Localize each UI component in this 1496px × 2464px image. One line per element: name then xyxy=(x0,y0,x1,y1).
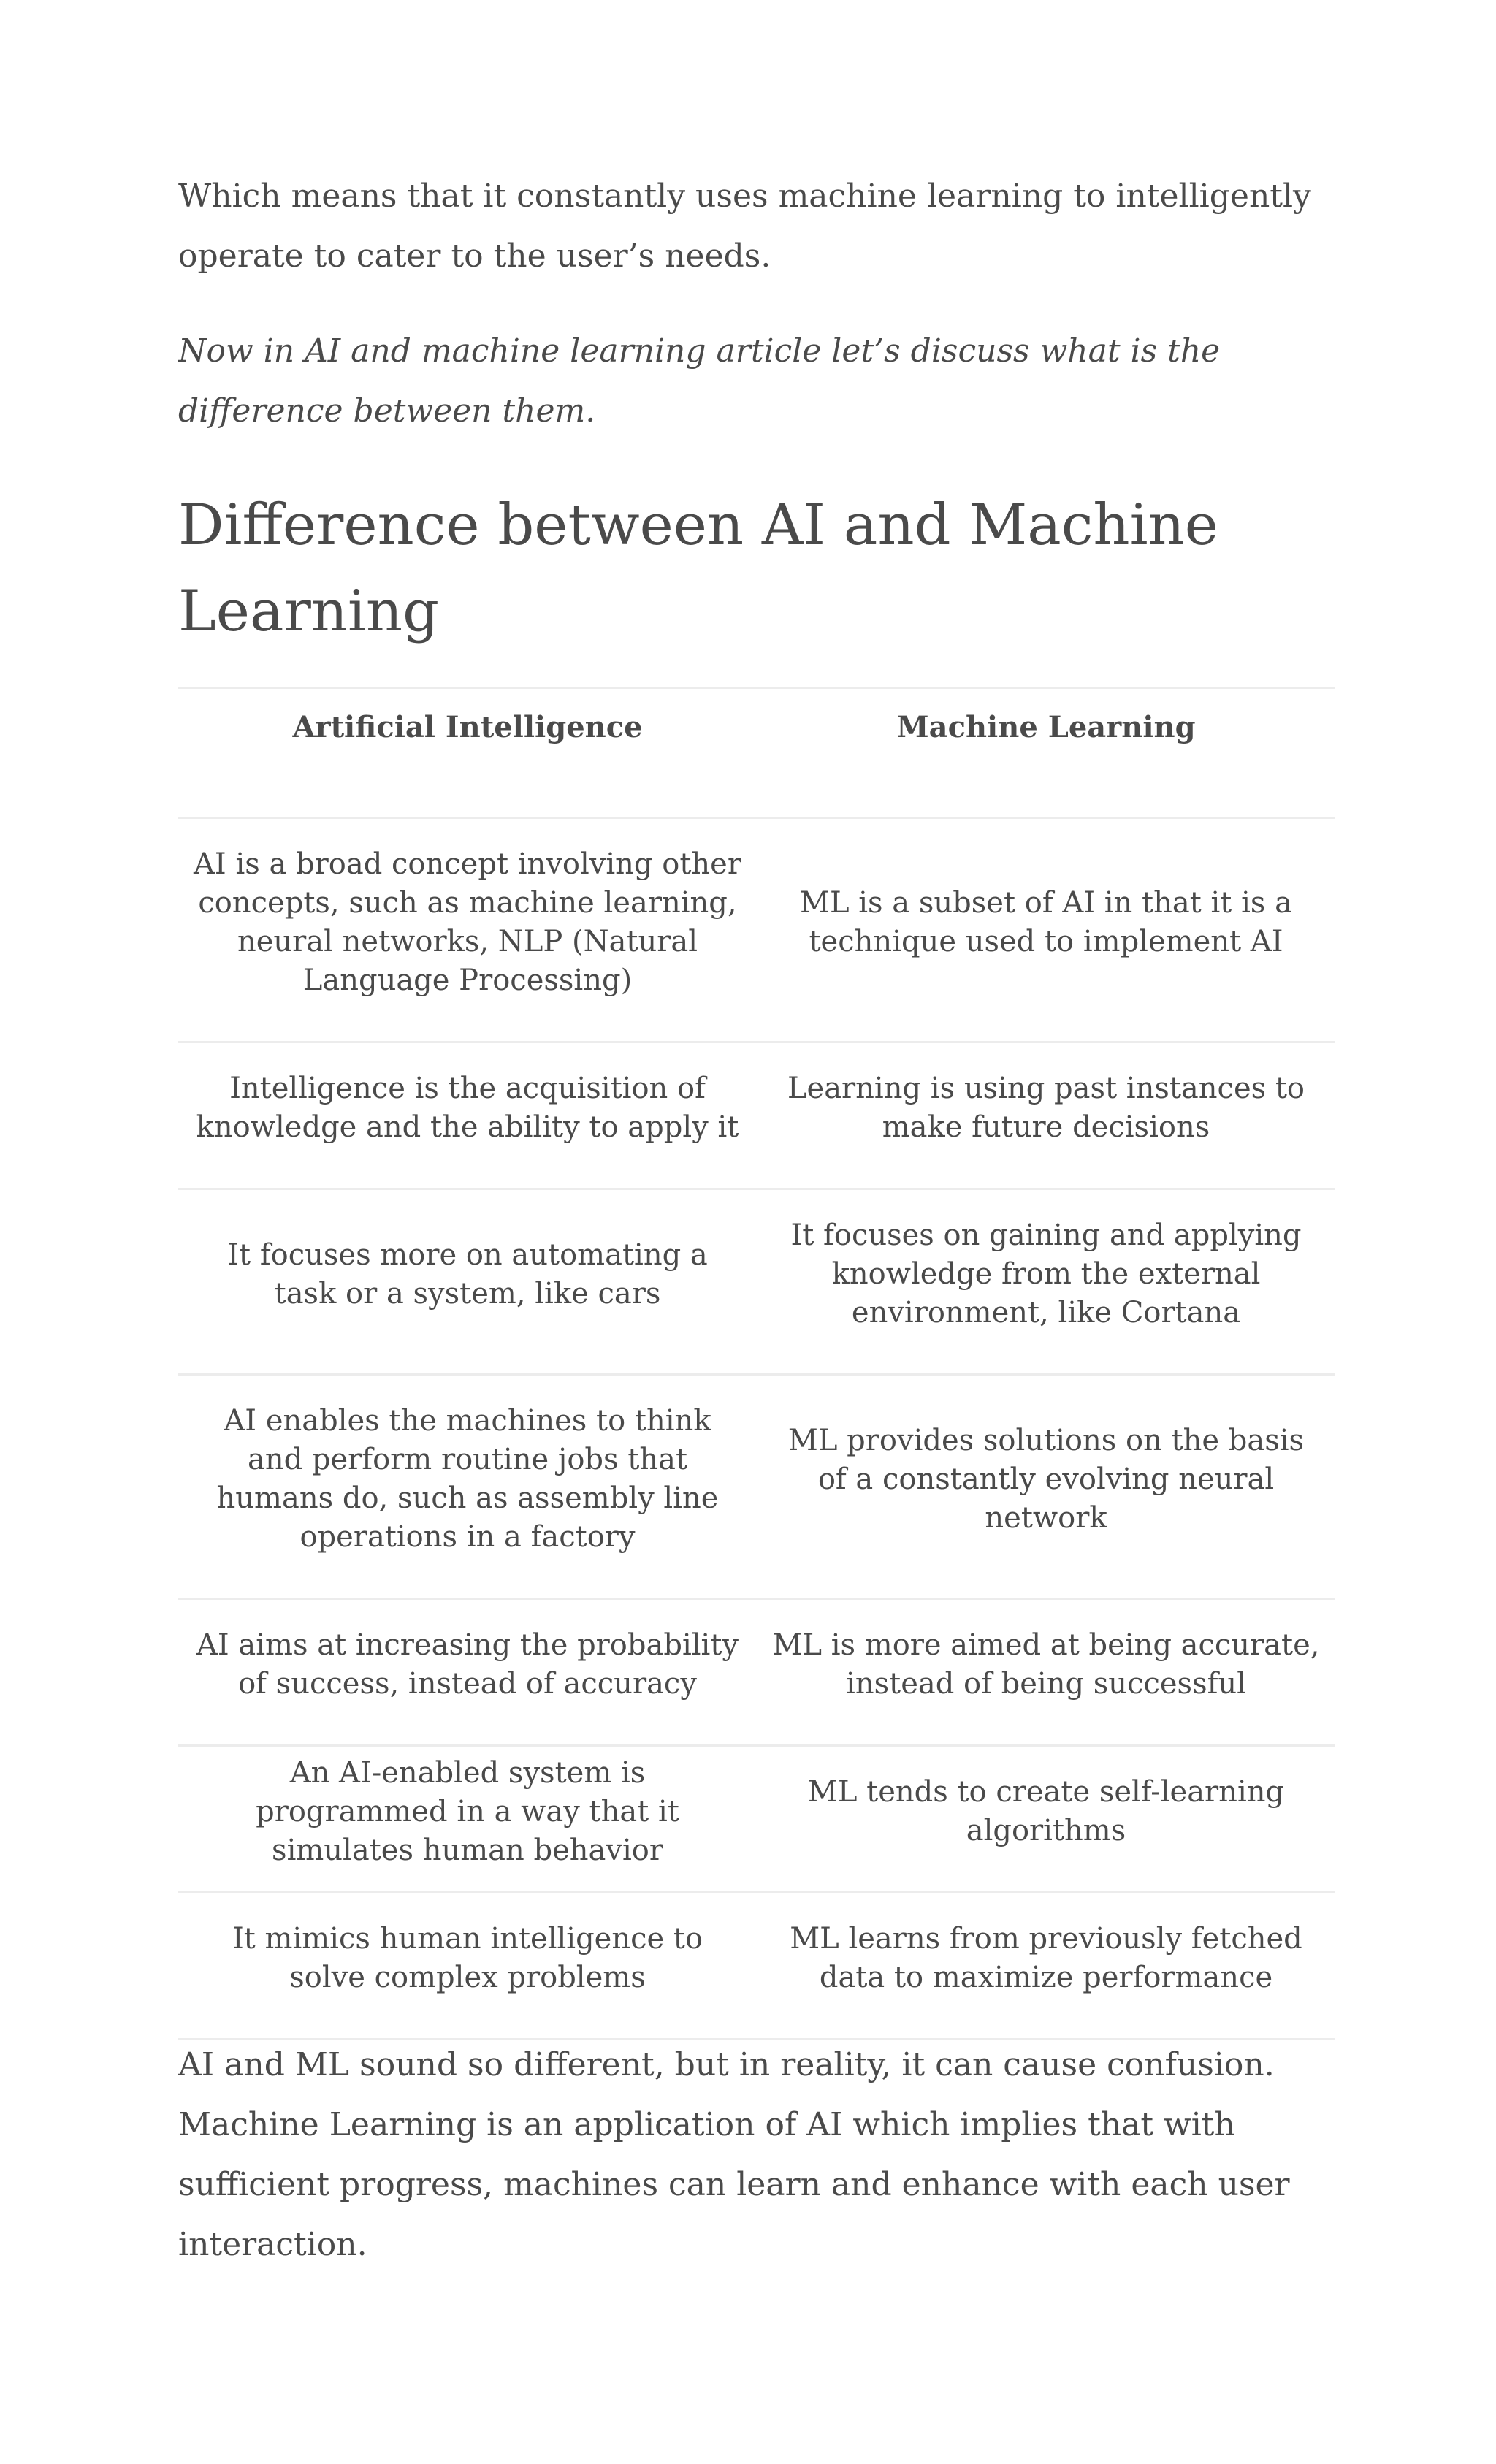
table-row xyxy=(178,1599,1335,1746)
table-header-row xyxy=(178,688,1335,818)
table-row xyxy=(178,1375,1335,1599)
transition-paragraph: Now in AI and machine learning article let’s discuss what is the difference between them. xyxy=(178,332,1221,430)
cell-ai: AI is a broad concept involving other concepts, such as machine learning, neural networks, NLP (Natural Language Processing) xyxy=(194,847,741,997)
cell-ai: An AI-enabled system is programmed in a way that it simulates human behavior xyxy=(256,1755,679,1867)
header-ml: Machine Learning xyxy=(896,710,1196,744)
table-row xyxy=(178,1189,1335,1375)
cell-ml: ML is more aimed at being accurate, instead of being successful xyxy=(772,1628,1320,1701)
intro-paragraph: Which means that it constantly uses machine learning to intelligently operate to cater to the user’s needs. xyxy=(178,178,1311,275)
table-row xyxy=(178,818,1335,1042)
cell-ml: ML learns from previously fetched data to maximize performance xyxy=(790,1922,1302,1994)
table-row xyxy=(178,1893,1335,2040)
table-row xyxy=(178,1746,1335,1893)
cell-ml: Learning is using past instances to make future decisions xyxy=(787,1072,1305,1144)
closing-paragraph: AI and ML sound so different, but in reality, it can cause confusion. Machine Learning is an application of AI which implies that with sufficient progress, machines can learn and enhance with each user interaction. xyxy=(178,2046,1290,2263)
cell-ai: It mimics human intelligence to solve complex problems xyxy=(232,1922,703,1994)
cell-ai: AI enables the machines to think and perform routine jobs that humans do, such as assembly line operations in a factory xyxy=(216,1404,719,1554)
cell-ml: ML tends to create self-learning algorithms xyxy=(807,1775,1285,1847)
cell-ai: Intelligence is the acquisition of knowledge and the ability to apply it xyxy=(196,1072,739,1144)
cell-ml: ML provides solutions on the basis of a constantly evolving neural network xyxy=(787,1423,1305,1535)
cell-ml: ML is a subset of AI in that it is a technique used to implement AI xyxy=(800,886,1292,958)
cell-ml: It focuses on gaining and applying knowledge from the external environment, like Cortana xyxy=(790,1218,1302,1330)
header-ai: Artificial Intelligence xyxy=(292,710,643,744)
comparison-table xyxy=(178,687,1335,2040)
table-row xyxy=(178,1042,1335,1189)
cell-ai: It focuses more on automating a task or a system, like cars xyxy=(227,1237,708,1311)
cell-ai: AI aims at increasing the probability of success, instead of accuracy xyxy=(196,1628,739,1701)
section-heading: Difference between AI and Machine Learning xyxy=(178,492,1218,644)
